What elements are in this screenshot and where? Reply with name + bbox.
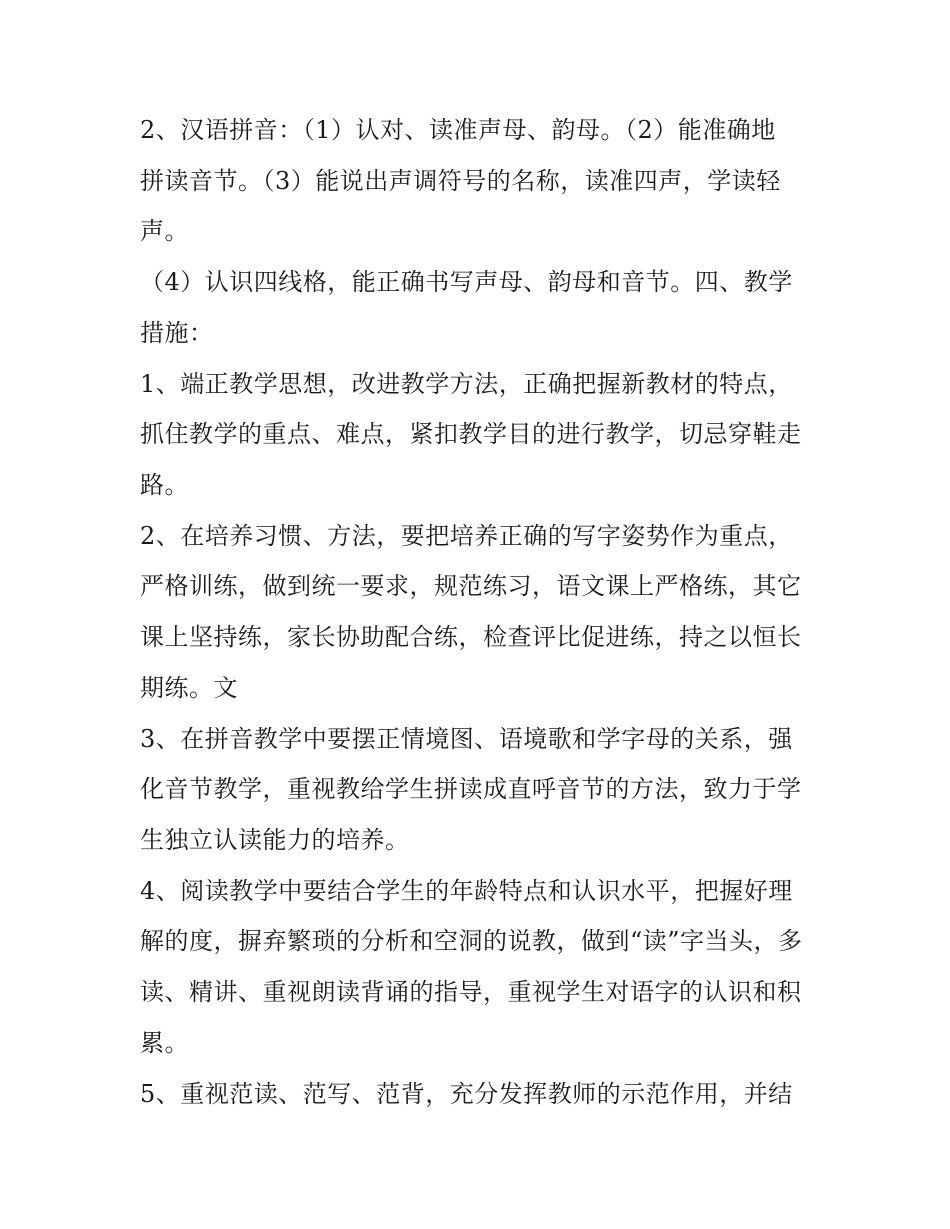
- text-line: 措施：: [140, 319, 214, 347]
- text-line: 生独立认读能力的培养。: [140, 826, 410, 854]
- text-line: 累。: [140, 1029, 189, 1057]
- text-line: 1、端正教学思想，改进教学方法，正确把握新教材的特点，: [140, 370, 793, 398]
- text-line: 声。: [140, 217, 189, 245]
- text-line: 读、精讲、重视朗读背诵的指导，重视学生对语字的认识和积: [140, 978, 802, 1006]
- text-line: 2、在培养习惯、方法，要把培养正确的写字姿势作为重点，: [140, 522, 793, 550]
- text-line: 拼读音节。（3）能说出声调符号的名称，读准四声，学读轻: [140, 167, 781, 195]
- text-line: 抓住教学的重点、难点，紧扣教学目的进行教学，切忌穿鞋走: [140, 420, 802, 448]
- text-line: 严格训练，做到统一要求，规范练习，语文课上严格练，其它: [140, 572, 802, 600]
- text-line: 路。: [140, 471, 189, 499]
- text-line: 2、汉语拼音：（1）认对、读准声母、韵母。（2）能准确地: [140, 116, 776, 144]
- text-line: 5、重视范读、范写、范背，充分发挥教师的示范作用，并结: [140, 1080, 793, 1108]
- text-line: 4、阅读教学中要结合学生的年龄特点和认识水平，把握好理: [140, 877, 793, 905]
- text-line: 3、在拼音教学中要摆正情境图、语境歌和学字母的关系，强: [140, 725, 793, 753]
- text-line: （4）认识四线格，能正确书写声母、韵母和音节。四、教学: [140, 268, 793, 296]
- text-line: 期练。文: [140, 674, 238, 702]
- text-line: 课上坚持练，家长协助配合练，检查评比促进练，持之以恒长: [140, 623, 802, 651]
- text-line: 化音节教学，重视教给学生拼读成直呼音节的方法，致力于学: [140, 775, 802, 803]
- text-line: 解的度，摒弃繁琐的分析和空洞的说教，做到“读”字当头，多: [140, 927, 803, 955]
